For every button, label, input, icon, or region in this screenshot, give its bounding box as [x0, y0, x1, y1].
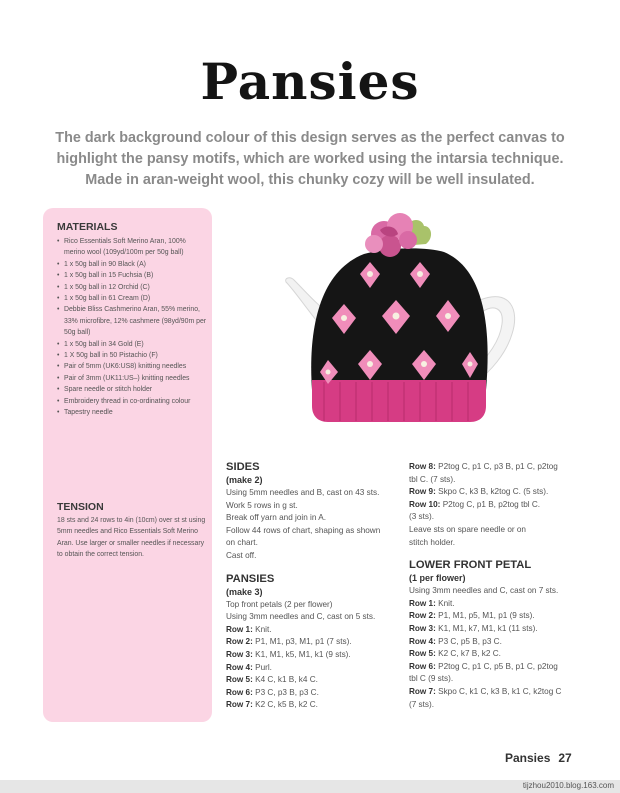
intro-line: Made in aran-weight wool, this chunky cozy will be well insulated.	[85, 172, 535, 188]
materials-item: • 1 X 50g ball in 50 Pistachio (F)	[57, 350, 207, 361]
row-continuation: (7 sts).	[409, 699, 435, 709]
tension-text: 18 sts and 24 rows to 4in (10cm) over st st using 5mm needles and Rico Essentials Soft Merino Aran. Use larger or smaller needles if necessary to obtain the correct tension.	[57, 517, 206, 559]
row-label: Row 5:	[226, 675, 253, 685]
row-continuation: tbl C. (7 sts).	[409, 474, 456, 484]
pattern-row	[226, 624, 408, 637]
lower-petal-subheading: (1 per flower)	[409, 573, 466, 584]
materials-item: • Pair of 5mm (UK6:US8) knitting needles	[57, 361, 207, 372]
row-text: P1, M1, p5, M1, p1 (9 sts).	[438, 611, 535, 621]
instruction-line: Using 3mm needles and C, cast on 7 sts.	[409, 586, 559, 596]
page-footer	[505, 751, 572, 765]
tea-cozy-photo	[284, 212, 520, 444]
row-text: K4 C, k1 B, k4 C.	[255, 675, 318, 685]
row-label: Row 6:	[409, 661, 436, 671]
row-label: Row 2:	[226, 637, 253, 647]
instruction-line: Break off yarn and join in A.	[226, 513, 326, 523]
materials-item: • Spare needle or stitch holder	[57, 384, 207, 395]
row-text: Purl.	[255, 662, 272, 672]
pattern-row	[226, 687, 408, 700]
row-label: Row 7:	[409, 686, 436, 696]
materials-item: • 1 x 50g ball in 15 Fuchsia (B)	[57, 270, 207, 281]
pattern-row	[226, 649, 408, 662]
row-text: Skpo C, k1 C, k3 B, k1 C, k2tog C	[438, 686, 562, 696]
materials-panel	[43, 208, 212, 722]
materials-item: • Rico Essentials Soft Merino Aran, 100% merino wool (109yd/100m per 50g ball)	[57, 236, 207, 259]
row-label: Row 6:	[226, 687, 253, 697]
instruction-line: on chart.	[226, 538, 258, 548]
pattern-row	[409, 499, 591, 512]
materials-item: • 1 x 50g ball in 61 Cream (D)	[57, 293, 207, 304]
row-text: P2tog C, p1 C, p5 B, p1 C, p2tog	[438, 661, 558, 671]
row-continuation: tbl C (9 sts).	[409, 674, 454, 684]
pattern-row	[409, 661, 591, 674]
row-label: Row 8:	[409, 462, 436, 471]
row-text: K2 C, k7 B, k2 C.	[438, 649, 501, 659]
pattern-row	[409, 648, 591, 661]
lower-petal-heading: LOWER FRONT PETAL	[409, 559, 532, 572]
page-title: Pansies	[200, 52, 420, 111]
row-label: Row 4:	[226, 662, 253, 672]
row-text: P1, M1, p3, M1, p1 (7 sts).	[255, 637, 352, 647]
row-label: Row 2:	[409, 611, 436, 621]
row-text: P3 C, p3 B, p3 C.	[255, 687, 319, 697]
row-label: Row 10:	[409, 499, 441, 509]
watermark-text: tijzhou2010.blog.163.com	[522, 781, 614, 790]
pattern-row	[226, 636, 408, 649]
row-text: K1, M1, k7, M1, k1 (11 sts).	[438, 623, 538, 633]
row-label: Row 9:	[409, 487, 436, 497]
materials-item: • Debbie Bliss Cashmerino Aran, 55% merino, 33% microfibre, 12% cashmere (98yd/90m per 50g ball)	[57, 304, 207, 338]
materials-item: • Tapestry needle	[57, 407, 207, 418]
instruction-line: Top front petals (2 per flower)	[226, 599, 333, 609]
pattern-row	[409, 623, 591, 636]
materials-item: • Embroidery thread in co-ordinating colour	[57, 396, 207, 407]
pansies-subheading: (make 3)	[226, 586, 263, 597]
materials-list	[57, 236, 207, 419]
pattern-row	[409, 486, 591, 499]
row-label: Row 1:	[409, 598, 436, 608]
pattern-row	[409, 686, 591, 699]
page-number: 27	[558, 751, 572, 765]
pattern-row	[226, 699, 408, 712]
instruction-line: Leave sts on spare needle or on	[409, 524, 526, 534]
row-label: Row 7:	[226, 700, 253, 710]
row-label: Row 5:	[409, 649, 436, 659]
intro-line: highlight the pansy motifs, which are worked using the intarsia technique.	[56, 151, 564, 167]
intro-line: The dark background colour of this design serves as the perfect canvas to	[55, 130, 565, 146]
footer-section-title: Pansies	[505, 751, 551, 765]
pansies-heading: PANSIES	[226, 572, 275, 585]
materials-item: • 1 x 50g ball in 90 Black (A)	[57, 259, 207, 270]
instruction-line: Using 3mm needles and C, cast on 5 sts.	[226, 612, 376, 622]
pattern-row	[409, 636, 591, 649]
instructions-column-2	[409, 461, 591, 711]
intro-paragraph	[30, 128, 590, 191]
row-text: Knit.	[255, 624, 272, 634]
row-label: Row 3:	[226, 649, 253, 659]
sides-subheading: (make 2)	[226, 475, 263, 485]
instruction-line: Work 5 rows in g st.	[226, 500, 298, 510]
row-text: P3 C, p5 B, p3 C.	[438, 636, 502, 646]
materials-item: • Pair of 3mm (UK11:US–) knitting needles	[57, 373, 207, 384]
pattern-row	[409, 461, 591, 474]
row-text: Knit.	[438, 598, 455, 608]
instructions-column-1	[226, 460, 408, 712]
row-label: Row 3:	[409, 623, 436, 633]
pattern-row	[409, 610, 591, 623]
instruction-line: stitch holder.	[409, 537, 455, 547]
instruction-line: Cast off.	[226, 550, 257, 560]
row-text: Skpo C, k3 B, k2tog C. (5 sts).	[438, 487, 549, 497]
row-text: P2tog C, p1 C, p3 B, p1 C, p2tog	[438, 462, 558, 471]
row-continuation: (3 sts).	[409, 512, 435, 522]
instruction-line: Using 5mm needles and B, cast on 43 sts.	[226, 488, 380, 497]
row-label: Row 4:	[409, 636, 436, 646]
materials-item: • 1 x 50g ball in 34 Gold (E)	[57, 339, 207, 350]
tension-heading: TENSION	[57, 501, 104, 513]
materials-item: • 1 x 50g ball in 12 Orchid (C)	[57, 282, 207, 293]
row-text: K2 C, k5 B, k2 C.	[255, 700, 318, 710]
cozy-rib-border	[312, 380, 486, 422]
pattern-row	[226, 662, 408, 675]
materials-heading: MATERIALS	[57, 221, 118, 233]
pattern-row	[409, 598, 591, 611]
row-label: Row 1:	[226, 624, 253, 634]
watermark-bar	[0, 780, 620, 793]
pattern-row	[226, 674, 408, 687]
instruction-line: Follow 44 rows of chart, shaping as shown	[226, 525, 381, 535]
row-text: P2tog C, p1 B, p2tog tbl C.	[442, 499, 541, 509]
row-text: K1, M1, k5, M1, k1 (9 sts).	[255, 649, 351, 659]
sides-heading: SIDES	[226, 461, 260, 473]
